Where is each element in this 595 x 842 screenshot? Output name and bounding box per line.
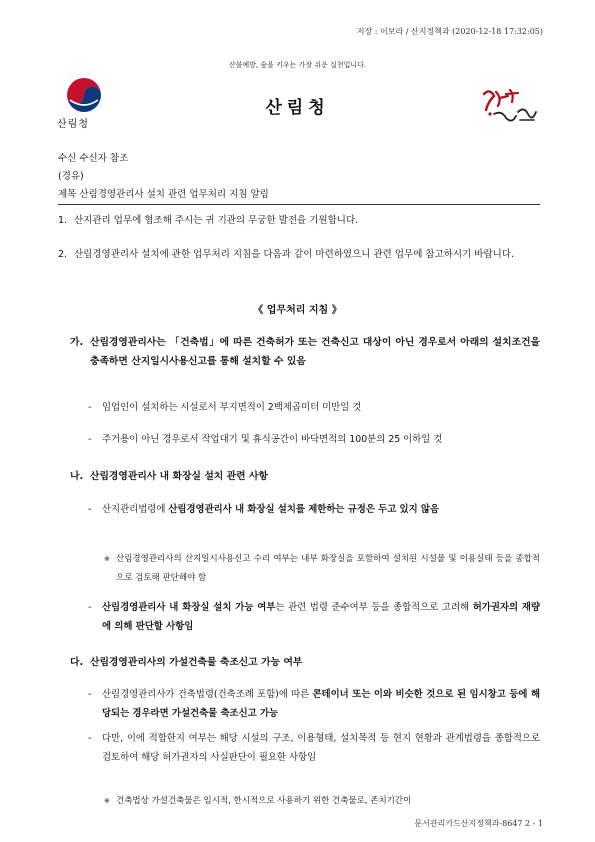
- subject-line: 제목 산림경영관리사 설치 관련 업무처리 지침 알림: [58, 189, 269, 200]
- section-b: [70, 467, 540, 486]
- asterisk-icon: ※: [104, 797, 110, 805]
- divider: [58, 204, 540, 205]
- section-label: 다.: [70, 657, 84, 668]
- list-item-text: 산지관리법령에 산림경영관리사 내 화장실 설치를 제한하는 규정은 두고 있지 않음: [102, 504, 440, 515]
- document-stamp: 저장 : 이보라 / 산지정책과 (2020-12-18 17:32:05): [356, 27, 543, 36]
- paragraph-number: 1.: [58, 215, 68, 226]
- paragraph-text: 산지관리 업무에 협조해 주시는 귀 기관의 무궁한 발전을 기원합니다.: [74, 215, 359, 226]
- note-item: [104, 792, 540, 811]
- logo-label: 산림청: [57, 119, 89, 130]
- paragraph-2: [58, 244, 544, 288]
- list-item-text: 산림경영관리사 내 화장실 설치 가능 여부는 관련 법령 준수여부 등을 종합적으로 고려해 허가권자의 재량에 의해 판단할 사항임: [102, 602, 541, 632]
- section-text: 산림경영관리사는 「건축법」에 따른 건축허가 또는 건축신고 대상이 아닌 경우로서 아래의 설치조건을 충족하면 산지일시사용신고를 통해 설치할 수 있음: [90, 337, 540, 367]
- list-item-text: 임업인이 설치하는 시설로서 부지면적이 2백제곱미터 미만일 것: [102, 402, 362, 413]
- asterisk-icon: ※: [104, 555, 110, 563]
- section-text: 산림경영관리사의 가설건축물 축조신고 가능 여부: [90, 657, 303, 668]
- paragraph-text: 산림경영관리사 설치에 관한 업무처리 지침을 다음과 같이 마련하였으니 관련 업무에 참고하시기 바랍니다.: [74, 249, 515, 260]
- section-c: [70, 653, 540, 672]
- calligraphy-icon: [476, 84, 542, 128]
- section-a: [70, 333, 540, 390]
- note-item: [104, 550, 540, 588]
- list-item: - 다만, 이에 적합한지 여부는 해당 시설의 구조, 이용형태, 설치목적 등 현지 현황과 관계법령을 종합적으로 검토하여 해당 허가권자의 사실판단이 필요한 사항임: [88, 729, 540, 786]
- list-item: - 산지관리법령에 산림경영관리사 내 화장실 설치를 제한하는 규정은 두고 있지 않음: [88, 500, 540, 538]
- brush-calligraphy-logo: [476, 84, 542, 128]
- slogan: 산불예방, 숲을 키우는 가장 쉬운 실천입니다.: [228, 61, 367, 69]
- list-item: - 산림경영관리사가 건축법령(건축조례 포함)에 따른 콘테이너 또는 이와 비슷한 것으로 된 임시창고 등에 해당되는 경우라면 가설건축물 축조신고 가능: [88, 685, 540, 723]
- section-label: 가.: [70, 337, 84, 348]
- agency-title: 산림청: [265, 98, 330, 118]
- note-text: 건축법상 가설건축물은 임시적, 한시적으로 사용하기 위한 건축물로, 존치기간이: [116, 796, 412, 806]
- list-item: - 산림경영관리사 내 화장실 설치 가능 여부는 관련 법령 준수여부 등을 종합적으로 고려해 허가권자의 재량에 의해 판단할 사항임: [88, 598, 540, 636]
- paragraph-1: [58, 210, 544, 232]
- paragraph-number: 2.: [58, 249, 68, 260]
- section-text: 산림경영관리사 내 화장실 설치 관련 사항: [90, 471, 268, 482]
- recipient-line: 수신 수신자 참조: [58, 153, 129, 164]
- section-label: 나.: [70, 471, 84, 482]
- page-footer: 문서관리카드산지정책과-8647 2 - 1: [414, 819, 543, 828]
- list-item-text: 주거용이 아닌 경우로서 작업대기 및 휴식공간이 바닥면적의 100분의 25 이하일 것: [102, 434, 443, 445]
- via-line: (경유): [58, 171, 84, 182]
- list-item-text: 산림경영관리사가 건축법령(건축조례 포함)에 따른 콘테이너 또는 이와 비슷한 것으로 된 임시창고 등에 해당되는 경우라면 가설건축물 축조신고 가능: [102, 689, 540, 719]
- list-item-text: 다만, 이에 적합한지 여부는 해당 시설의 구조, 이용형태, 설치목적 등 현지 현황과 관계법령을 종합적으로 검토하여 해당 허가권자의 사실판단이 필요한 사항임: [102, 733, 540, 763]
- guideline-title: 《 업무처리 지침 》: [253, 305, 342, 316]
- note-text: 산림경영관리사의 산지일시사용신고 수리 여부는 내부 화장실을 포함하여 설치된 시설물 및 이용실태 등을 종합적으로 검토해 판단해야 함: [116, 554, 540, 583]
